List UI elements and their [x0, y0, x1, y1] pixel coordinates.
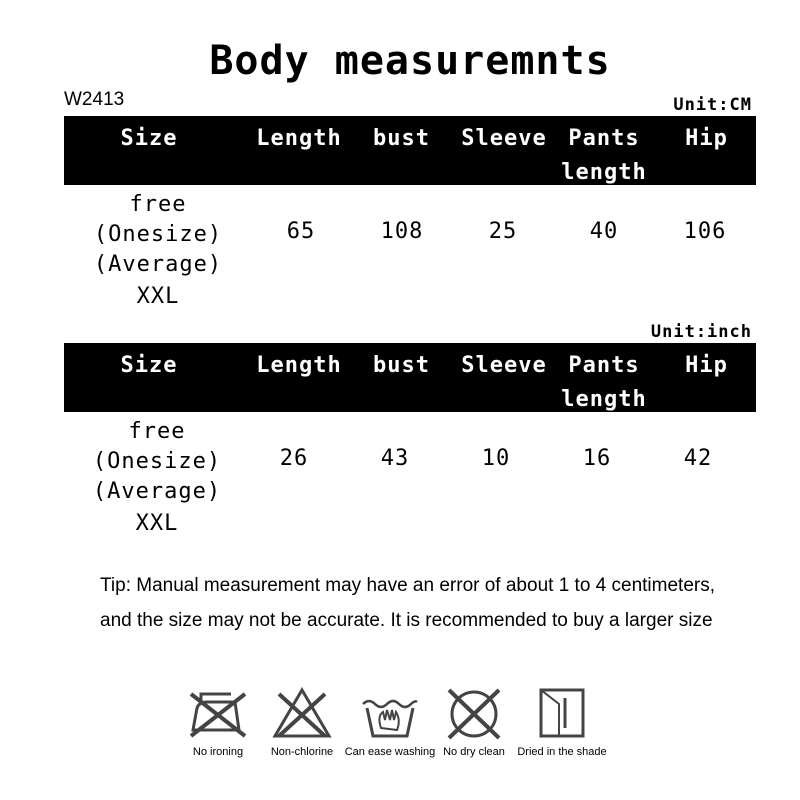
size-line: XXL: [136, 284, 180, 309]
care-label: Can ease washing: [344, 746, 436, 758]
care-label: No dry clean: [443, 746, 505, 758]
size-line: free: [129, 192, 187, 217]
product-code: W2413: [64, 89, 125, 110]
header-length: Length: [256, 126, 342, 151]
care-item-dry-in-shade: [512, 686, 612, 758]
header-hip: Hip: [685, 353, 728, 378]
header-pants-length: Pants length: [561, 353, 647, 412]
value-bust-inch: 43: [380, 446, 410, 471]
no-dry-clean-icon: [443, 686, 505, 742]
non-chlorine-icon: [271, 686, 333, 742]
table-header-cm: [64, 116, 756, 185]
value-pants-length-cm: 40: [589, 219, 619, 244]
value-hip-inch: 42: [683, 446, 713, 471]
value-length-inch: 26: [279, 446, 309, 471]
unit-label-cm: Unit:CM: [673, 95, 752, 115]
size-line: (Onesize): [93, 222, 223, 247]
tip-text: Tip: Manual measurement may have an error of about 1 to 4 centimeters, and the size may not be accurate. It is recommended to buy a larger size: [100, 575, 715, 631]
value-hip-cm: 106: [683, 219, 727, 244]
size-cell-inch: [82, 417, 232, 539]
size-line: XXL: [135, 511, 179, 536]
size-cell-cm: [83, 190, 233, 312]
header-hip: Hip: [685, 126, 728, 151]
value-sleeve-inch: 10: [481, 446, 511, 471]
page-title: Body measuremnts: [209, 38, 611, 84]
care-label: No ironing: [192, 746, 244, 758]
value-bust-cm: 108: [380, 219, 424, 244]
header-size: Size: [120, 353, 178, 378]
size-line: (Onesize): [92, 449, 222, 474]
care-item-hand-wash: [342, 686, 438, 758]
care-item-no-dry-clean: [436, 686, 512, 758]
table-header-inch: [64, 343, 756, 412]
care-item-no-ironing: [178, 686, 258, 758]
value-length-cm: 65: [286, 219, 316, 244]
header-pants-length: Pants length: [561, 126, 647, 185]
header-sleeve: Sleeve: [461, 353, 547, 378]
care-item-non-chlorine: [262, 686, 342, 758]
size-line: (Average): [93, 252, 223, 277]
value-pants-length-inch: 16: [582, 446, 612, 471]
dry-in-shade-icon: [531, 686, 593, 742]
size-line: (Average): [92, 479, 222, 504]
care-label: Non-chlorine: [270, 746, 334, 758]
care-label: Dried in the shade: [517, 746, 607, 758]
header-bust: bust: [373, 353, 430, 378]
unit-label-inch: Unit:inch: [650, 322, 752, 342]
hand-wash-icon: [359, 686, 421, 742]
header-bust: bust: [373, 126, 430, 151]
header-size: Size: [120, 126, 178, 151]
no-ironing-icon: [187, 686, 249, 742]
size-line: free: [128, 419, 186, 444]
header-length: Length: [256, 353, 342, 378]
header-sleeve: Sleeve: [461, 126, 547, 151]
value-sleeve-cm: 25: [488, 219, 518, 244]
